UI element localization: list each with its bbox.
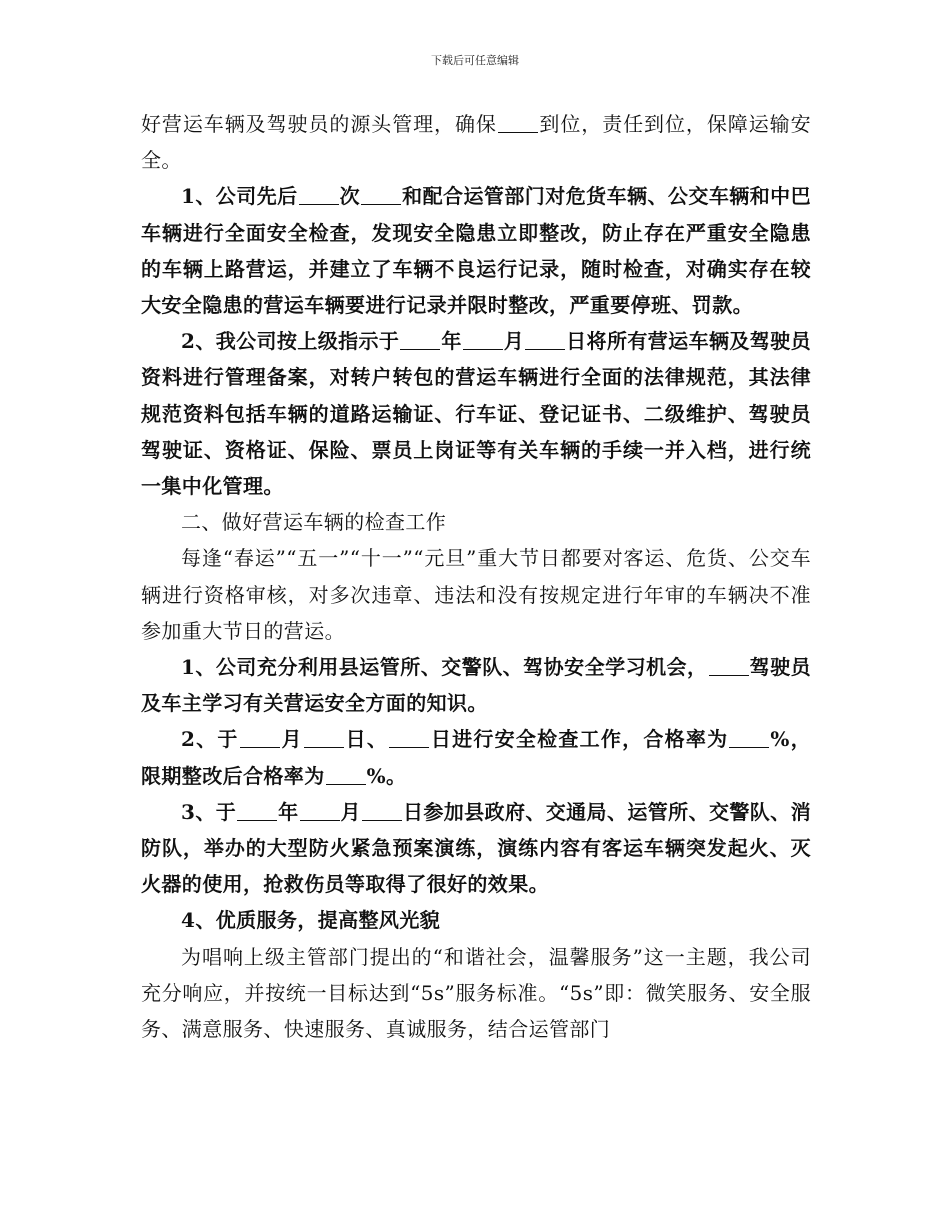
text-segment: 为唱响上级主管部门提出的“和谐社会，温馨服务”这一主题，我公司充分响应，并按统一目标达到“5s”服务标准。“5s”即：微笑服务、安全服务、满意服务、快速服务、真诚服务，结合运管部门 bbox=[141, 944, 811, 1042]
text-segment: 月 bbox=[340, 799, 361, 824]
text-segment: 年 bbox=[278, 799, 299, 824]
text-segment: %，限期整改后合格率为 bbox=[141, 727, 811, 788]
fill-blank bbox=[463, 329, 503, 350]
fill-blank bbox=[729, 727, 769, 748]
text-segment: 年 bbox=[441, 329, 462, 354]
paragraph-5 bbox=[141, 540, 811, 649]
text-segment: 3、于 bbox=[181, 799, 237, 824]
text-segment: 次 bbox=[339, 184, 361, 209]
text-segment: 4、优质服务，提高整风光貌 bbox=[181, 908, 441, 933]
fill-blank bbox=[361, 184, 401, 205]
text-segment: 二、做好营运车辆的检查工作 bbox=[181, 510, 447, 535]
text-segment: 月 bbox=[503, 329, 525, 354]
document-body bbox=[141, 106, 811, 1047]
text-segment: 月 bbox=[280, 727, 303, 752]
paragraph-6 bbox=[141, 649, 811, 721]
fill-blank bbox=[240, 727, 280, 748]
text-segment: 2、我公司按上级指示于 bbox=[181, 329, 400, 354]
text-segment: 2、于 bbox=[181, 727, 239, 752]
fill-blank bbox=[300, 800, 340, 821]
paragraph-3 bbox=[141, 323, 811, 504]
text-segment: 1、公司先后 bbox=[181, 184, 298, 209]
text-segment: 和配合运管部门对危货车辆、公交车辆和中巴车辆进行全面安全检查，发现安全隐患立即整改，防止存在严重安全隐患的车辆上路营运，并建立了车辆不良运行记录，随时检查，对确实存在较大安全隐患的营运车辆要进行记录并限时整改，严重要停班、罚款。 bbox=[141, 184, 811, 318]
paragraph-10 bbox=[141, 939, 811, 1048]
fill-blank bbox=[237, 800, 277, 821]
paragraph-8 bbox=[141, 794, 811, 903]
fill-blank bbox=[498, 112, 538, 133]
paragraph-7 bbox=[141, 721, 811, 793]
text-segment: 日将所有营运车辆及驾驶员资料进行管理备案，对转户转包的营运车辆进行全面的法律规范，其法律规范资料包括车辆的道路运输证、行车证、登记证书、二级维护、驾驶员驾驶证、资格证、保险、票员上岗证等有关车辆的手续一并入档，进行统一集中化管理。 bbox=[141, 329, 811, 499]
text-segment: 1、公司充分利用县运管所、交警队、驾协安全学习机会， bbox=[181, 655, 708, 680]
fill-blank bbox=[299, 184, 339, 205]
text-segment: 驾驶员及车主学习有关营运安全方面的知识。 bbox=[141, 655, 811, 716]
page-header: 下载后可任意编辑 bbox=[431, 54, 519, 67]
fill-blank bbox=[326, 764, 366, 785]
fill-blank bbox=[362, 800, 402, 821]
sub-heading bbox=[141, 902, 811, 938]
fill-blank bbox=[389, 727, 429, 748]
text-segment: 好营运车辆及驾驶员的源头管理，确保 bbox=[141, 112, 497, 136]
text-segment: 日、 bbox=[344, 727, 389, 752]
fill-blank bbox=[709, 655, 749, 676]
text-segment: 日进行安全检查工作，合格率为 bbox=[430, 727, 729, 752]
text-segment: 每逢“春运”“五一”“十一”“元旦”重大节日都要对客运、危货、公交车辆进行资格审核，对多次违章、违法和没有按规定进行年审的车辆决不准参加重大节日的营运。 bbox=[141, 546, 811, 643]
paragraph-1 bbox=[141, 106, 811, 178]
fill-blank bbox=[304, 727, 344, 748]
text-segment: 日参加县政府、交通局、运管所、交警队、消防队，举办的大型防火紧急预案演练，演练内容有客运车辆突发起火、灭火器的使用，抢救伤员等取得了很好的效果。 bbox=[141, 799, 811, 897]
fill-blank bbox=[525, 329, 565, 350]
paragraph-2 bbox=[141, 178, 811, 323]
text-segment: %。 bbox=[366, 763, 407, 788]
text-segment: 到位，责任到位，保障运输安全。 bbox=[141, 112, 811, 173]
section-heading bbox=[141, 504, 811, 540]
fill-blank bbox=[400, 329, 440, 350]
